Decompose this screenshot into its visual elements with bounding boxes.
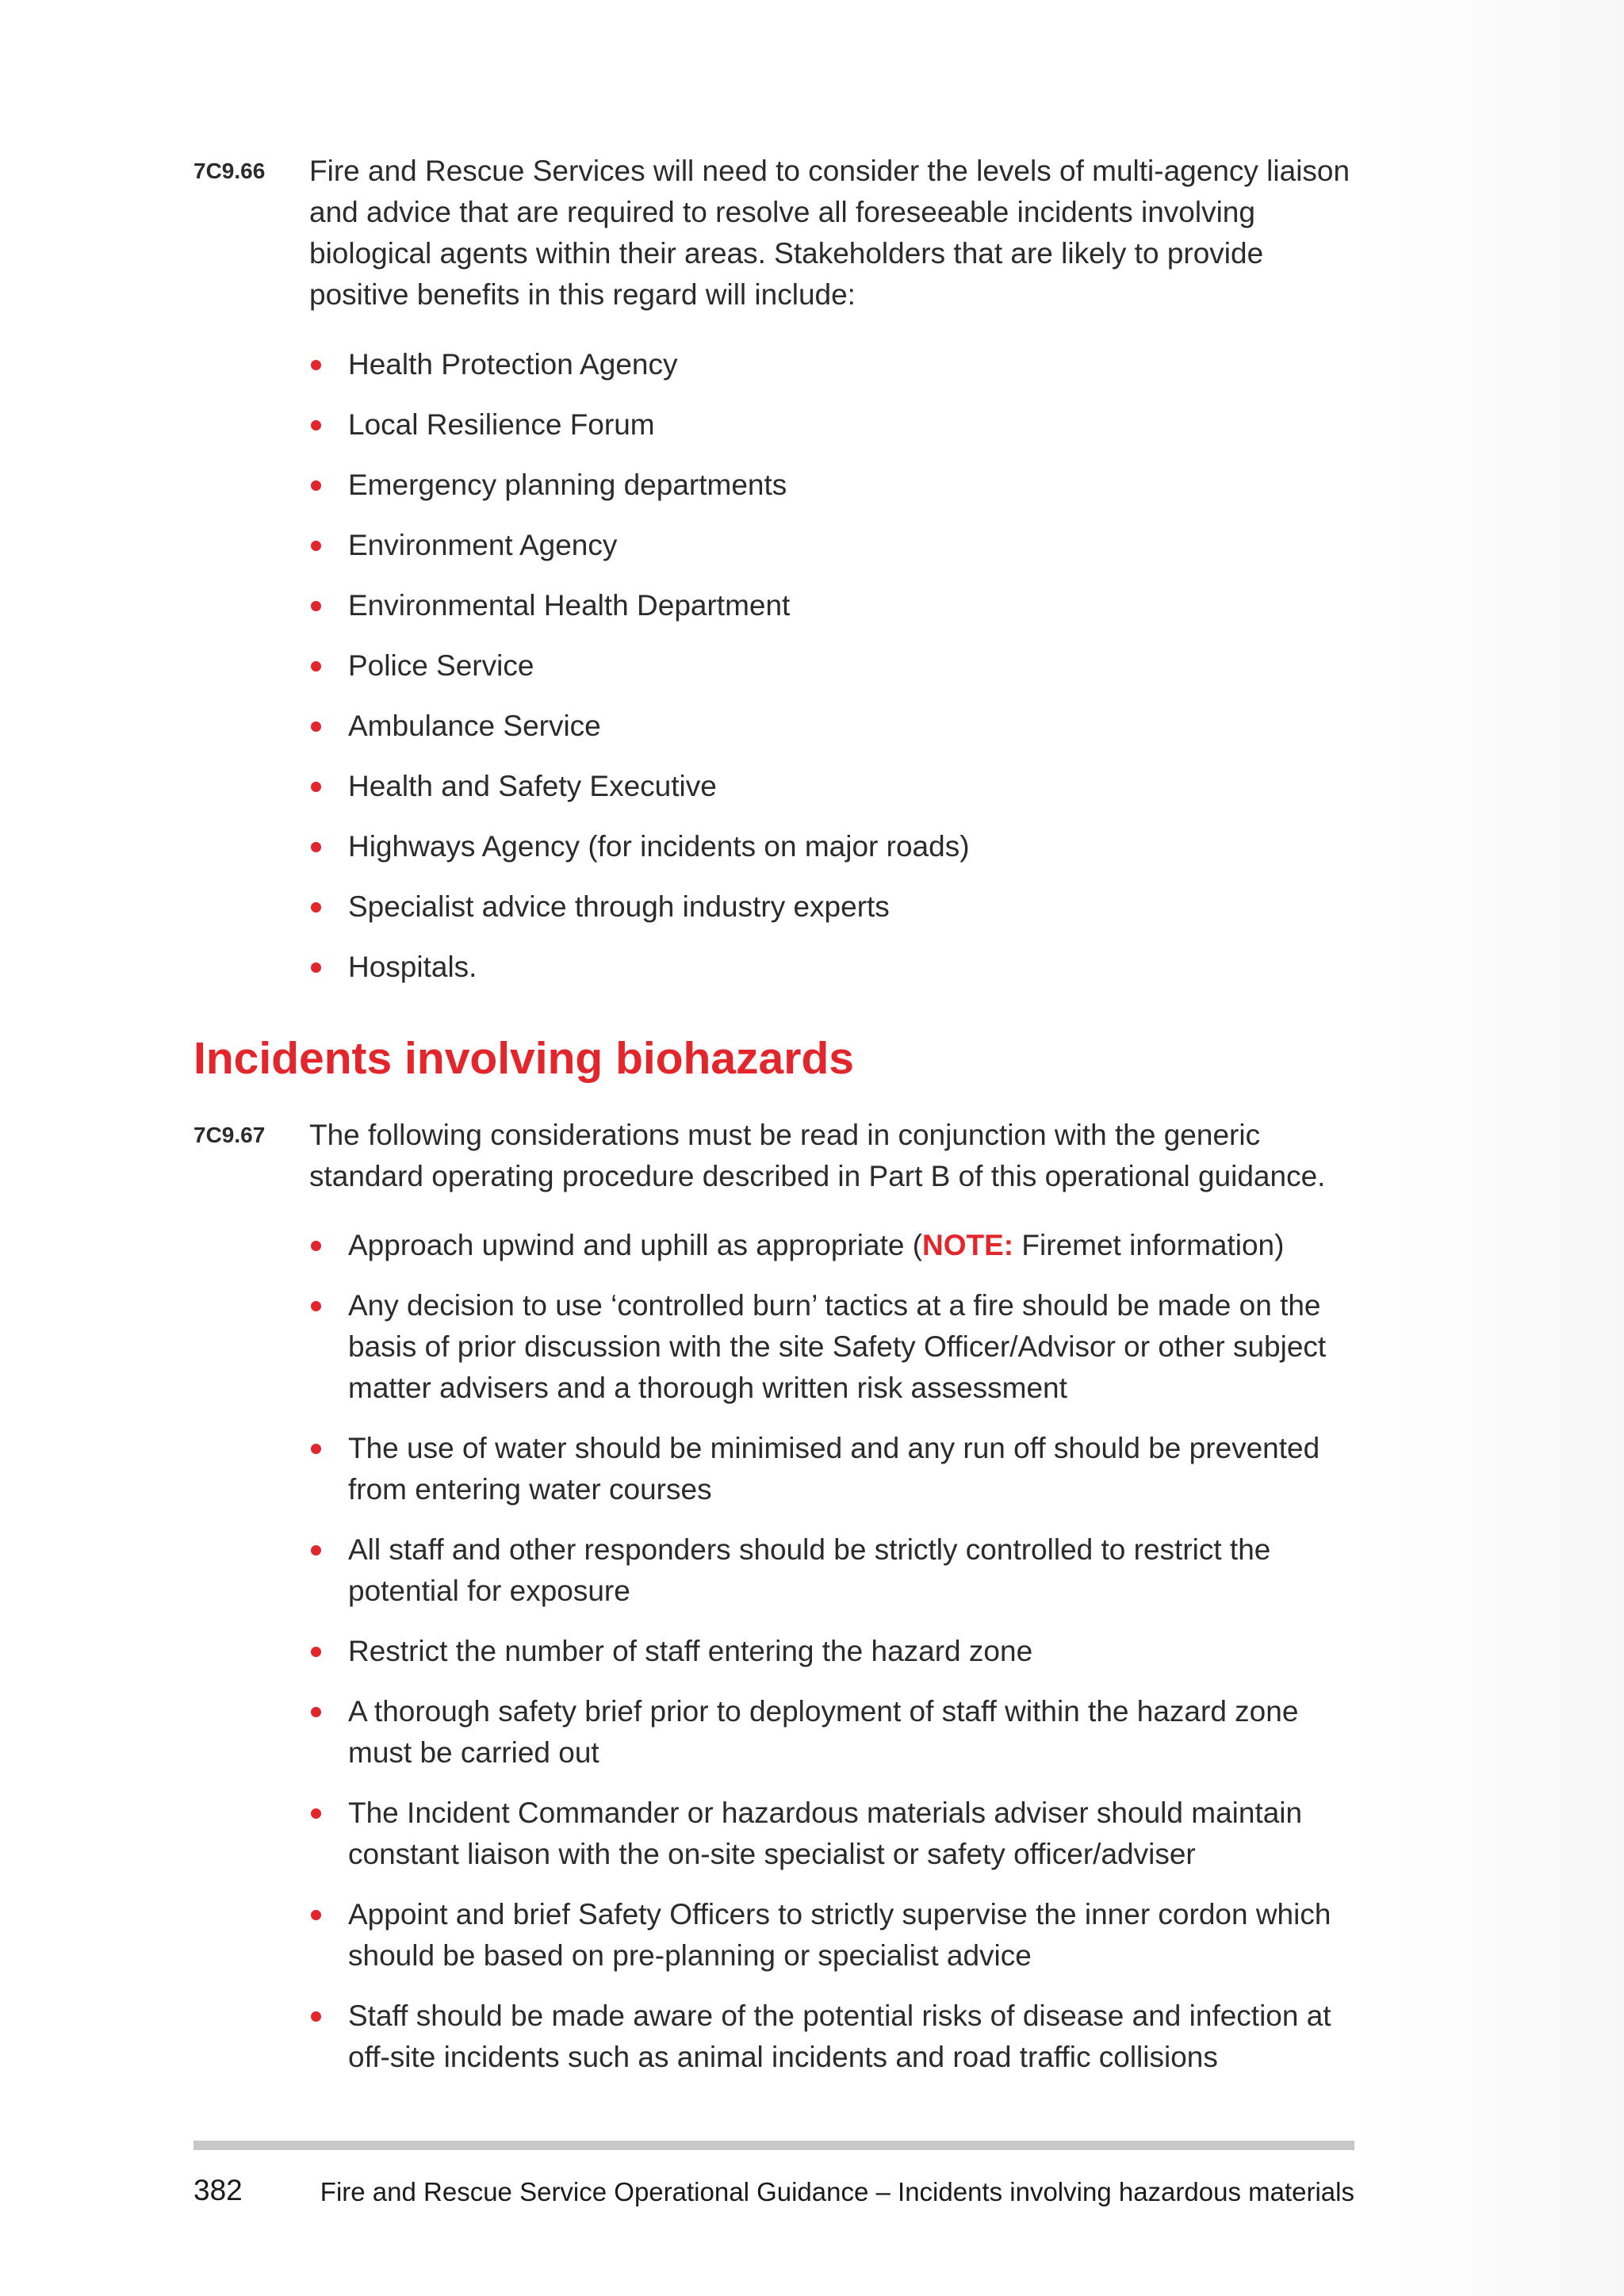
list-item: A thorough safety brief prior to deployment of staff within the hazard zone must be carried out bbox=[309, 1691, 1359, 1774]
list-item: Staff should be made aware of the potential risks of disease and infection at off-site incidents such as animal incidents and road traffic collisions bbox=[309, 1996, 1359, 2078]
list-item: The Incident Commander or hazardous materials adviser should maintain constant liaison with the on-site specialist or safety officer/adviser bbox=[309, 1793, 1359, 1875]
bullet-icon bbox=[311, 1808, 321, 1819]
bullet-icon bbox=[311, 1707, 321, 1717]
bullet-icon bbox=[311, 1444, 321, 1454]
list-item: Hospitals. bbox=[309, 947, 1359, 988]
paragraph-7c9-66 bbox=[193, 151, 1359, 1007]
bullet-icon bbox=[311, 480, 321, 491]
list-item: Emergency planning departments bbox=[309, 465, 1359, 506]
paragraph-number: 7C9.66 bbox=[193, 159, 266, 183]
list-item: Appoint and brief Safety Officers to strictly supervise the inner cordon which should be based on pre-planning or specialist advice bbox=[309, 1894, 1359, 1976]
bullet-icon bbox=[311, 1241, 321, 1251]
paragraph-7c9-67 bbox=[193, 1115, 1359, 2097]
bullet-icon bbox=[311, 1647, 321, 1657]
paragraph-number: 7C9.67 bbox=[193, 1123, 266, 1147]
footer-rule bbox=[193, 2141, 1354, 2150]
list-item: The use of water should be minimised and any run off should be prevented from entering water courses bbox=[309, 1428, 1359, 1510]
bullet-icon bbox=[311, 842, 321, 852]
bullet-icon bbox=[311, 360, 321, 370]
list-item: Police Service bbox=[309, 645, 1359, 687]
list-item: Health Protection Agency bbox=[309, 344, 1359, 385]
list-item: Local Resilience Forum bbox=[309, 404, 1359, 446]
paragraph-text: Fire and Rescue Services will need to consider the levels of multi-agency liaison and advice that are required to resolve all foreseeable incidents involving biological agents within their areas. Stakeholders that are likely to provide positive benefits in this regard will include: bbox=[309, 155, 1350, 311]
list-item: Any decision to use ‘controlled burn’ tactics at a fire should be made on the basis of prior discussion with the site Safety Officer/Advisor or other subject matter advisers and a thorough written risk assessment bbox=[309, 1285, 1359, 1409]
bullet-icon bbox=[311, 1545, 321, 1556]
list-item: Highways Agency (for incidents on major roads) bbox=[309, 826, 1359, 867]
considerations-list bbox=[309, 1225, 1359, 2078]
list-item: Specialist advice through industry experts bbox=[309, 886, 1359, 928]
list-item: Restrict the number of staff entering the hazard zone bbox=[309, 1631, 1359, 1672]
section-heading: Incidents involving biohazards bbox=[193, 1033, 854, 1084]
note-label: NOTE: bbox=[922, 1229, 1014, 1261]
bullet-icon bbox=[311, 601, 321, 611]
page-number: 382 bbox=[193, 2174, 243, 2206]
bullet-icon bbox=[311, 420, 321, 430]
list-item: All staff and other responders should be strictly controlled to restrict the potential for exposure bbox=[309, 1529, 1359, 1612]
bullet-icon bbox=[311, 782, 321, 792]
bullet-icon bbox=[311, 2011, 321, 2022]
stakeholder-list bbox=[309, 344, 1359, 988]
bullet-icon bbox=[311, 541, 321, 551]
list-item: Ambulance Service bbox=[309, 706, 1359, 747]
list-item-note: Approach upwind and uphill as appropriate (NOTE: Firemet information) bbox=[309, 1225, 1359, 1266]
page-footer bbox=[193, 2174, 1354, 2214]
bullet-icon bbox=[311, 1910, 321, 1920]
bullet-icon bbox=[311, 902, 321, 913]
document-title: Fire and Rescue Service Operational Guidance – Incidents involving hazardous materials bbox=[320, 2177, 1354, 2206]
bullet-icon bbox=[311, 1301, 321, 1311]
list-item: Environment Agency bbox=[309, 525, 1359, 566]
list-item: Environmental Health Department bbox=[309, 585, 1359, 626]
bullet-icon bbox=[311, 962, 321, 973]
paragraph-text: The following considerations must be read in conjunction with the generic standard operating procedure described in Part B of this operational guidance. bbox=[309, 1119, 1326, 1192]
bullet-icon bbox=[311, 661, 321, 672]
list-item: Health and Safety Executive bbox=[309, 766, 1359, 807]
bullet-icon bbox=[311, 721, 321, 732]
